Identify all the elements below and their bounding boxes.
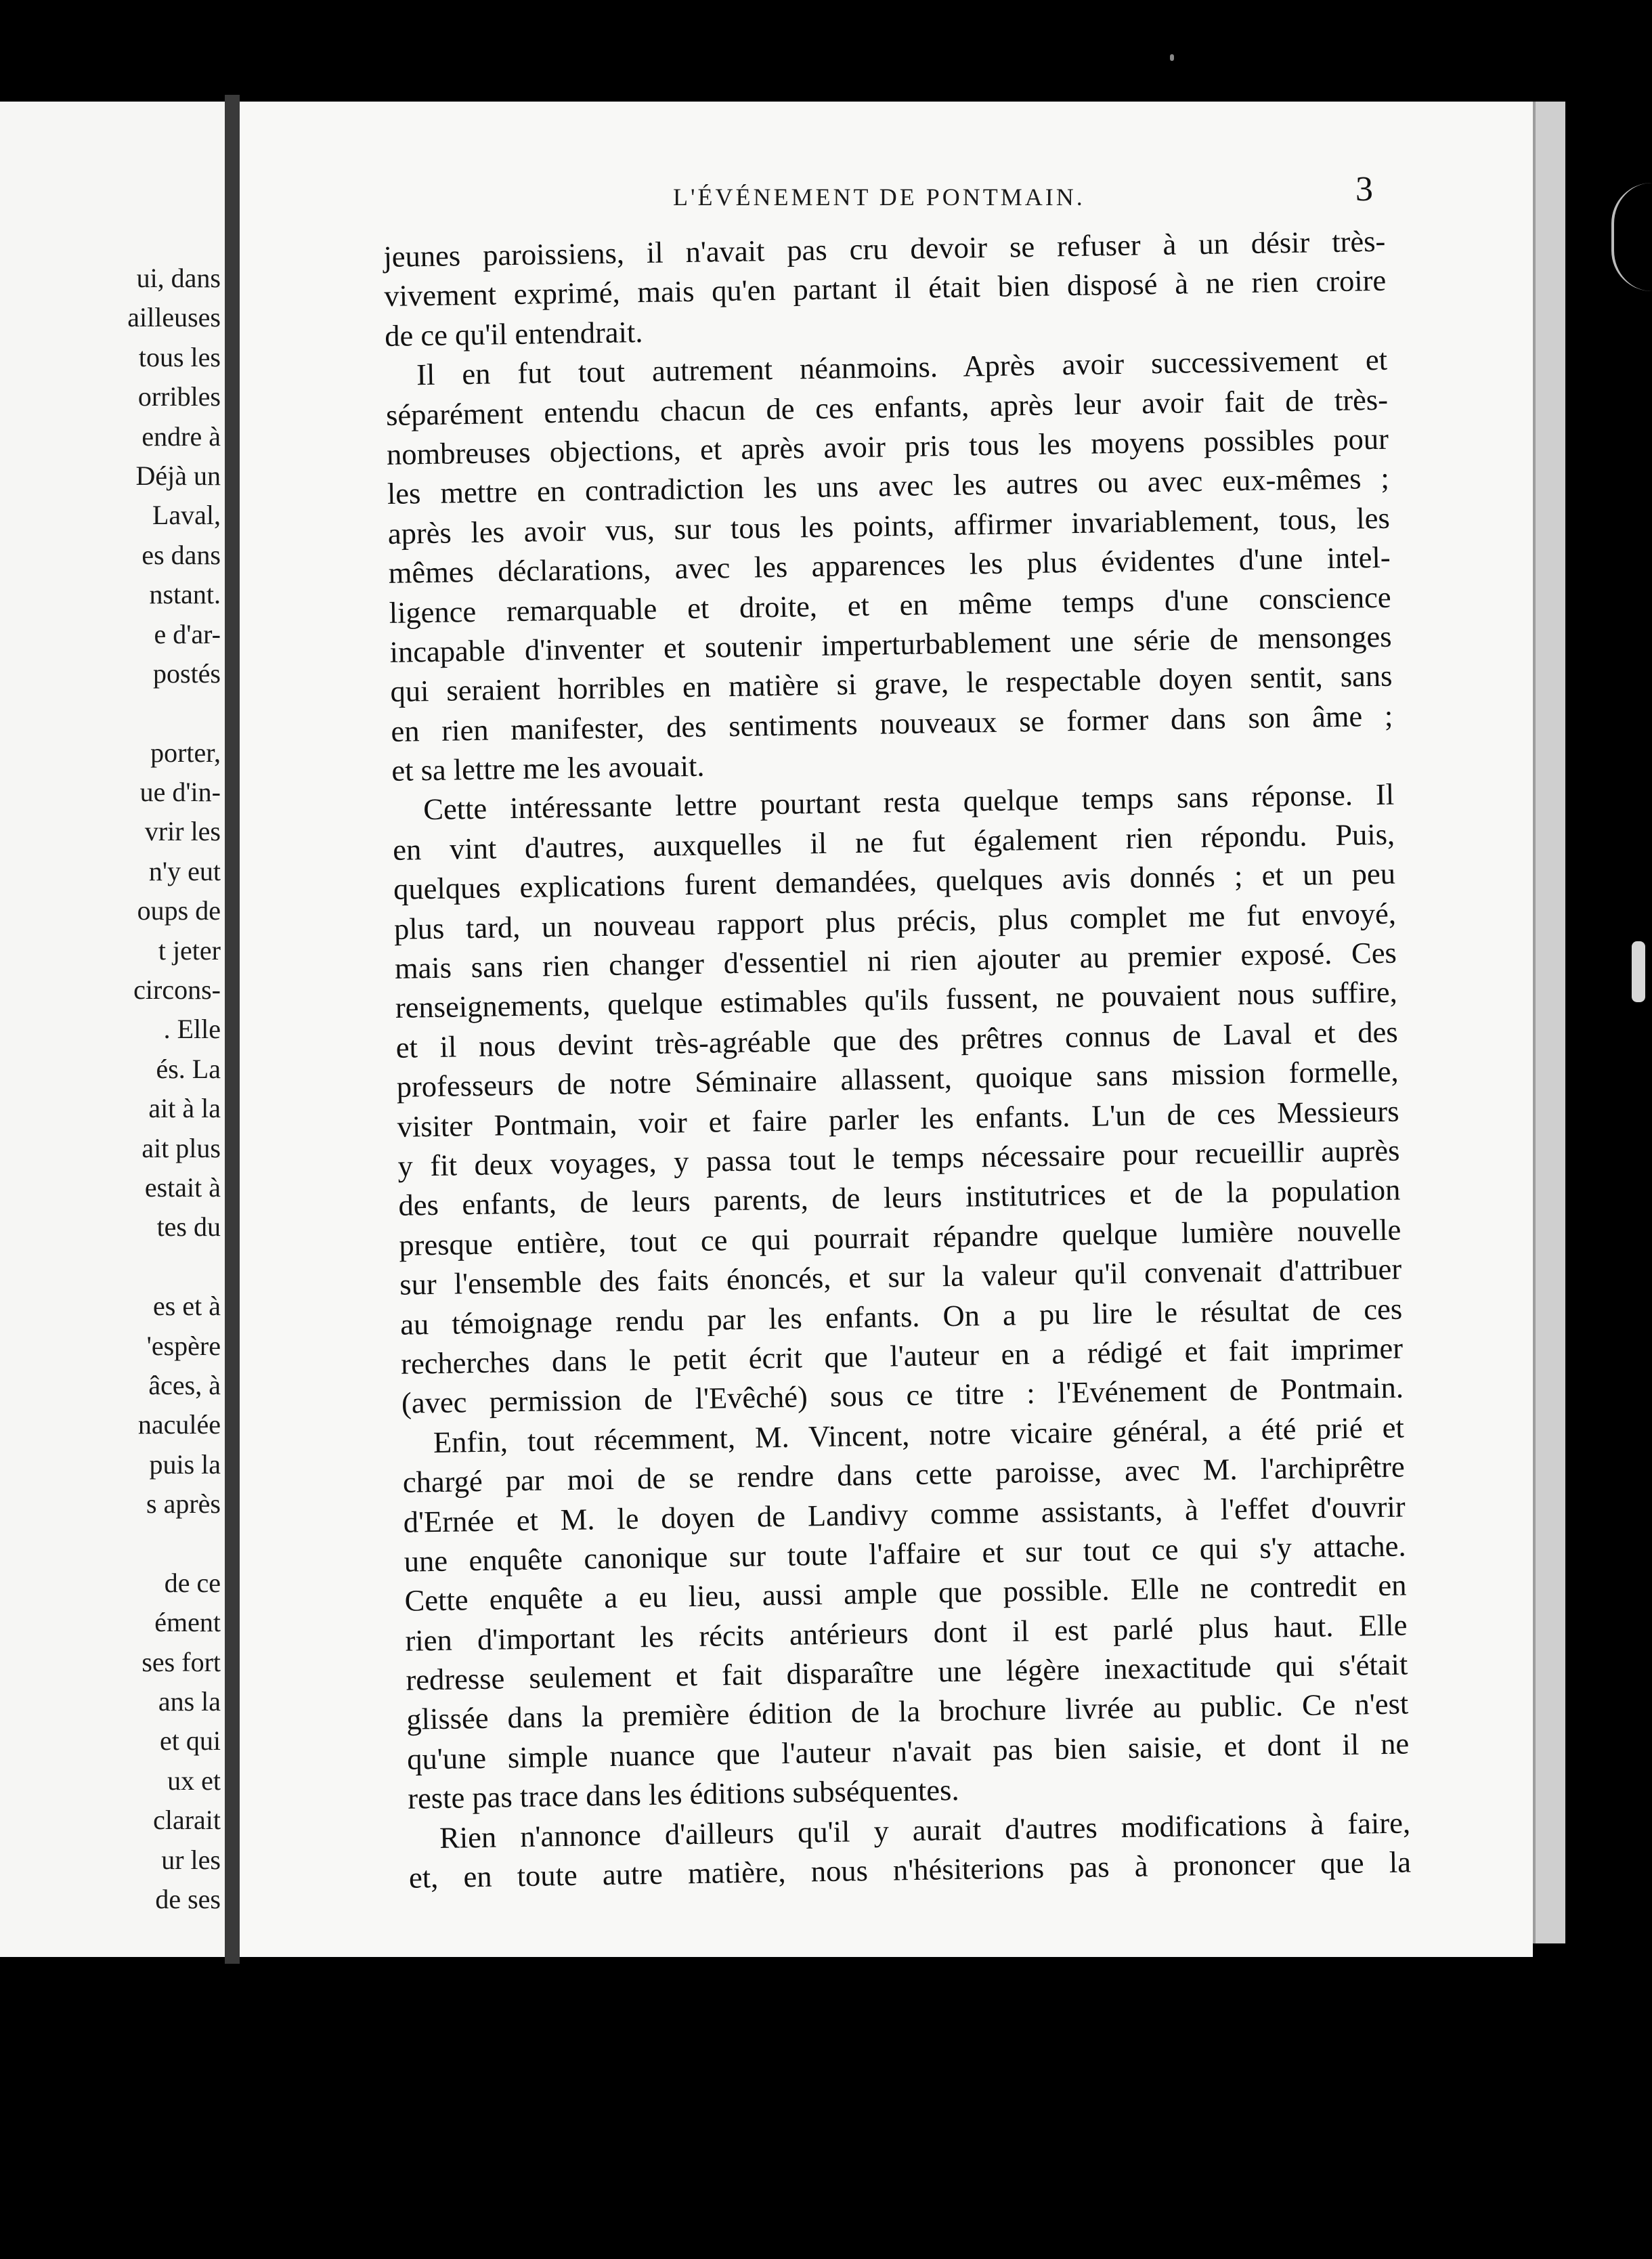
left-page-line: ans la xyxy=(158,1686,221,1717)
text-line: séparément entendu chacun de ces enfants, après leur avoir fait de très- xyxy=(385,382,1389,432)
left-page-line: ur les xyxy=(161,1844,221,1875)
left-page-line: ailleuses xyxy=(127,302,221,333)
text-line: jeunes paroissiens, il n'avait pas cru devoir se refuser à un désir très- xyxy=(383,223,1386,274)
text-line: rien d'important les récits antérieurs dont il est parlé plus haut. Elle xyxy=(405,1608,1408,1658)
text-line: nombreuses objections, et après avoir pris tous les moyens possibles pour xyxy=(386,421,1389,471)
left-page-text xyxy=(127,259,221,1919)
text-line: mais sans rien changer d'essentiel ni rien ajouter au premier exposé. Ces xyxy=(394,935,1397,985)
left-page-line: t jeter xyxy=(158,934,221,966)
text-line: qui seraient horribles en matière si grave, le respectable doyen sentit, sans xyxy=(390,658,1393,709)
left-page-line: . Elle xyxy=(163,1014,221,1045)
left-page-line: circons- xyxy=(133,974,221,1006)
left-page-line: âces, à xyxy=(148,1369,221,1400)
left-page-line: ait plus xyxy=(142,1132,221,1163)
text-line: plus tard, un nouveau rapport plus précis, plus complet me fut envoyé, xyxy=(393,896,1397,946)
text-line: quelques explications furent demandées, quelques avis donnés ; et un peu xyxy=(393,856,1396,907)
text-line: au témoignage rendu par les enfants. On a pu lire le résultat de ces xyxy=(399,1291,1403,1341)
text-line: de ce qu'il entendrait. xyxy=(384,314,643,353)
left-page-line: puis la xyxy=(149,1448,221,1480)
left-page-line: nstant. xyxy=(149,579,221,610)
text-line: professeurs de notre Séminaire allassent, quoique sans mission formelle, xyxy=(396,1054,1399,1104)
left-page-line: ui, dans xyxy=(136,263,221,293)
left-page-line: porter, xyxy=(150,737,221,768)
left-page-line: estait à xyxy=(144,1171,221,1203)
text-line: Il en fut tout autrement néanmoins. Après avoir successivement et xyxy=(416,342,1388,392)
text-line: Cette intéressante lettre pourtant resta quelque temps sans réponse. Il xyxy=(422,777,1395,827)
text-line: Enfin, tout récemment, M. Vincent, notre vicaire général, a été prié et xyxy=(433,1410,1405,1459)
page-number: 3 xyxy=(1355,170,1373,209)
text-line: chargé par moi de se rendre dans cette paroisse, avec M. l'archiprêtre xyxy=(402,1449,1406,1499)
text-line: après les avoir vus, sur tous les points, affirmer invariablement, tous, les xyxy=(387,500,1391,551)
text-line: et il nous devint très-agréable que des prêtres connus de Laval et des xyxy=(395,1014,1399,1064)
text-line: les mettre en contradiction les uns avec les autres ou avec eux-mêmes ; xyxy=(387,461,1390,511)
left-page-line: Déjà un xyxy=(135,460,221,491)
left-page-line: naculée xyxy=(137,1409,221,1440)
running-title: L'ÉVÉNEMENT DE PONTMAIN. xyxy=(673,184,1085,211)
text-line: une enquête canonique sur toute l'affaire et sur tout ce qui s'y attache. xyxy=(404,1528,1406,1578)
left-page-line: 'espère xyxy=(146,1330,221,1361)
text-line: Cette enquête a eu lieu, aussi ample que possible. Elle ne contredit en xyxy=(404,1568,1407,1618)
text-line: presque entière, tout ce qui pourrait répandre quelque lumière nouvelle xyxy=(398,1212,1401,1262)
left-page-line: ses fort xyxy=(142,1646,221,1677)
text-line: glissée dans la première édition de la brochure livrée au public. Ce n'est xyxy=(406,1686,1409,1737)
right-page xyxy=(240,102,1533,1957)
left-page-line: de ce xyxy=(164,1567,221,1598)
left-page xyxy=(0,102,230,1957)
left-page-line: orribles xyxy=(137,381,221,412)
text-line: ligence remarquable et droite, et en même temps d'une conscience xyxy=(389,580,1391,630)
text-line: reste pas trace dans les éditions subséquentes. xyxy=(407,1773,959,1815)
text-line: vivement exprimé, mais qu'en partant il était bien disposé à ne rien croire xyxy=(383,263,1387,314)
scan-edge-blot xyxy=(1632,941,1645,1002)
left-page-line: clarait xyxy=(153,1805,221,1836)
text-line: y fit deux voyages, y passa tout le temps nécessaire pour recueillir auprès xyxy=(397,1133,1400,1183)
left-page-line: es et à xyxy=(153,1291,221,1322)
left-page-line: n'y eut xyxy=(148,855,221,886)
left-page-line: de ses xyxy=(155,1884,221,1915)
text-line: qu'une simple nuance que l'auteur n'avait pas bien saisie, et dont il ne xyxy=(406,1726,1410,1776)
running-head xyxy=(673,183,1309,211)
text-line: renseignements, quelque estimables qu'ils fussent, ne pouvaient nous suffire, xyxy=(395,975,1398,1025)
page-edge-shadow xyxy=(1531,102,1565,1943)
book-gutter xyxy=(225,95,240,1964)
text-line: mêmes déclarations, avec les apparences les plus évidentes d'une intel- xyxy=(388,540,1391,590)
left-page-line: Laval, xyxy=(152,500,221,531)
left-page-line: oups de xyxy=(137,895,221,926)
left-page-line xyxy=(127,1247,221,1287)
text-line: (avec permission de l'Evêché) sous ce titre : l'Evénement de Pontmain. xyxy=(401,1370,1404,1421)
left-page-line: tous les xyxy=(138,341,221,372)
scan-speck xyxy=(1170,54,1174,61)
text-line: en vint d'autres, auxquelles il ne fut également rien répondu. Puis, xyxy=(392,817,1395,867)
left-page-line: vrir les xyxy=(144,816,221,847)
left-page-line: ux et xyxy=(167,1765,221,1796)
left-page-line: e d'ar- xyxy=(154,618,221,649)
left-page-line: es dans xyxy=(142,539,221,570)
text-line: d'Ernée et M. le doyen de Landivy comme assistants, à l'effet d'ouvrir xyxy=(403,1489,1406,1539)
left-page-line: és. La xyxy=(156,1053,221,1084)
scan-edge-mark xyxy=(1611,183,1652,291)
left-page-line: ait à la xyxy=(148,1093,221,1124)
left-page-line xyxy=(127,693,221,733)
left-page-line xyxy=(127,1524,221,1564)
text-line: incapable d'inventer et soutenir imperturbablement une série de mensonges xyxy=(389,619,1392,669)
text-line: et, en toute autre matière, nous n'hésiterions pas à prononcer que la xyxy=(408,1845,1412,1895)
text-line: et sa lettre me les avouait. xyxy=(391,748,705,788)
text-line: des enfants, de leurs parents, de leurs institutrices et de la population xyxy=(398,1172,1401,1223)
left-page-line: endre à xyxy=(142,421,221,452)
text-line: recherches dans le petit écrit que l'auteur en a rédigé et fait imprimer xyxy=(400,1331,1404,1381)
text-line: sur l'ensemble des faits énoncés, et sur la valeur qu'il convenait d'attribuer xyxy=(399,1251,1402,1301)
body-text xyxy=(383,221,1411,1897)
text-line: Rien n'annonce d'ailleurs qu'il y aurait d'autres modifications à faire, xyxy=(439,1805,1411,1855)
left-page-line: ue d'in- xyxy=(139,777,221,808)
left-page-line: et qui xyxy=(160,1725,221,1757)
left-page-line: postés xyxy=(153,658,221,689)
text-line: visiter Pontmain, voir et faire parler les enfants. L'un de ces Messieurs xyxy=(397,1094,1399,1144)
left-page-line: ément xyxy=(154,1607,221,1638)
left-page-line: tes du xyxy=(156,1211,221,1243)
text-line: en rien manifester, des sentiments nouveaux se former dans son âme ; xyxy=(391,698,1393,748)
left-page-line: s après xyxy=(146,1488,221,1520)
text-line: redresse seulement et fait disparaître une légère inexactitude qui s'était xyxy=(406,1647,1408,1697)
